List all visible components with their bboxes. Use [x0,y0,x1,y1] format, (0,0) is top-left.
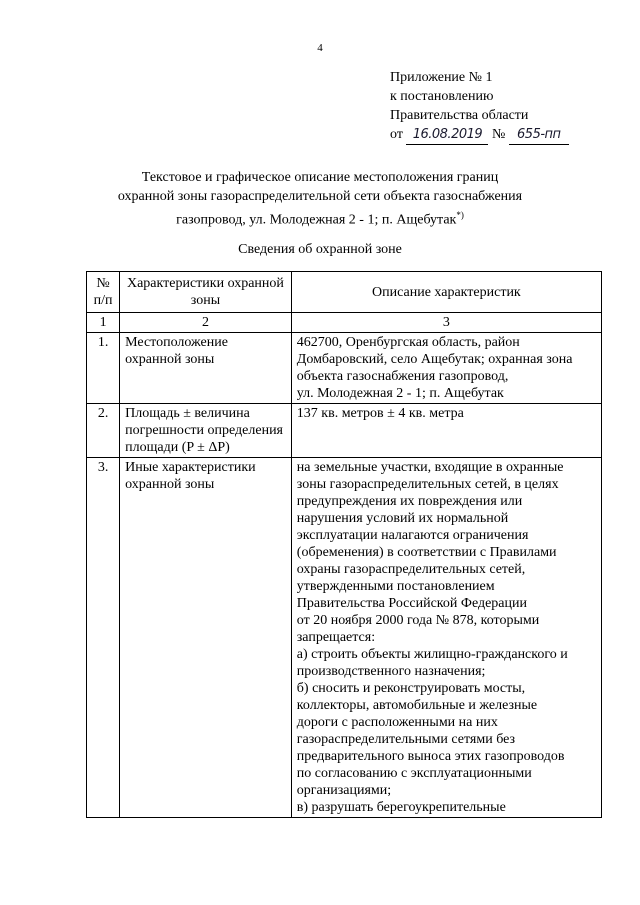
handwritten-number: 655-пп [509,125,569,145]
description-line: эксплуатации налагаются ограничения [296,528,529,543]
description-line: предупреждения их повреждения или [296,494,523,509]
row-characteristic: Иные характеристики охранной зоны [120,458,292,818]
table-header-row [87,272,602,313]
description-line: объекта газоснабжения газопровод, [296,369,509,384]
number-prefix: № [491,127,506,142]
header-num: № п/п [87,272,120,313]
description-line: а) строить объекты жилищно-гражданского и [296,647,568,662]
section-subtitle: Сведения об охранной зоне [238,242,402,257]
title-line-3-text: газопровод, ул. Молодежная 2 - 1; п. Ащебутак [176,212,457,228]
description-line: газораспределительными сетями без [296,732,516,747]
row-num: 2. [87,404,120,458]
column-number: 3 [291,313,601,333]
title-line-3 [0,206,640,230]
row-description [291,333,601,404]
description-line: организациями; [296,783,392,798]
description-line: по согласованию с эксплуатационными [296,766,532,781]
header-characteristics: Характеристики охранной зоны [120,272,292,313]
title-line-2: охранной зоны газораспределительной сети объекта газоснабжения [117,189,523,204]
description-line: б) сносить и реконструировать мосты, [296,681,526,696]
row-description [291,458,601,818]
description-line: в) разрушать берегоукрепительные [296,800,506,815]
handwritten-date: 16.08.2019 [406,125,488,145]
description-line: на земельные участки, входящие в охранные [296,460,564,475]
appendix-date-line [390,125,569,145]
appendix-line-1: Приложение № 1 [390,70,493,85]
title-line-1: Текстовое и графическое описание местоположения границ [141,170,499,185]
appendix-block [390,68,569,145]
zone-info-table [86,271,602,818]
footnote-mark: *) [456,210,464,220]
column-number: 1 [87,313,120,333]
appendix-line-3: Правительства области [390,108,529,123]
description-line: ул. Молодежная 2 - 1; п. Ащебутак [296,386,504,401]
column-number-row [87,313,602,333]
row-description [291,404,601,458]
appendix-line-2: к постановлению [390,89,494,104]
description-line: охраны газораспределительных сетей, [296,562,526,577]
header-description: Описание характеристик [291,272,601,313]
date-prefix: от [390,127,403,142]
row-characteristic: Местоположение охранной зоны [120,333,292,404]
description-line: Домбаровский, село Ащебутак; охранная зона [296,352,573,367]
description-line: нарушения условий их нормальной [296,511,509,526]
table-row [87,458,602,818]
description-line: (обременения) в соответствии с Правилами [296,545,557,560]
row-characteristic: Площадь ± величина погрешности определения площади (P ± ΔP) [120,404,292,458]
document-title [0,168,640,230]
description-line: зоны газораспределительных сетей, в целях [296,477,559,492]
description-line: 137 кв. метров ± 4 кв. метра [296,406,464,421]
column-number: 2 [120,313,292,333]
description-line: коллекторы, автомобильные и железные [296,698,538,713]
description-line: запрещается: [296,630,376,645]
description-line: дороги с расположенными на них [296,715,498,730]
row-num: 3. [87,458,120,818]
row-num: 1. [87,333,120,404]
description-line: производственного назначения; [296,664,486,679]
description-line: предварительного выноса этих газопроводов [296,749,565,764]
description-line: утвержденными постановлением [296,579,495,594]
table-row [87,404,602,458]
description-line: от 20 ноября 2000 года № 878, которыми [296,613,540,628]
description-line: Правительства Российской Федерации [296,596,527,611]
description-line: 462700, Оренбургская область, район [296,335,520,350]
table-row [87,333,602,404]
page-number: 4 [317,42,323,54]
